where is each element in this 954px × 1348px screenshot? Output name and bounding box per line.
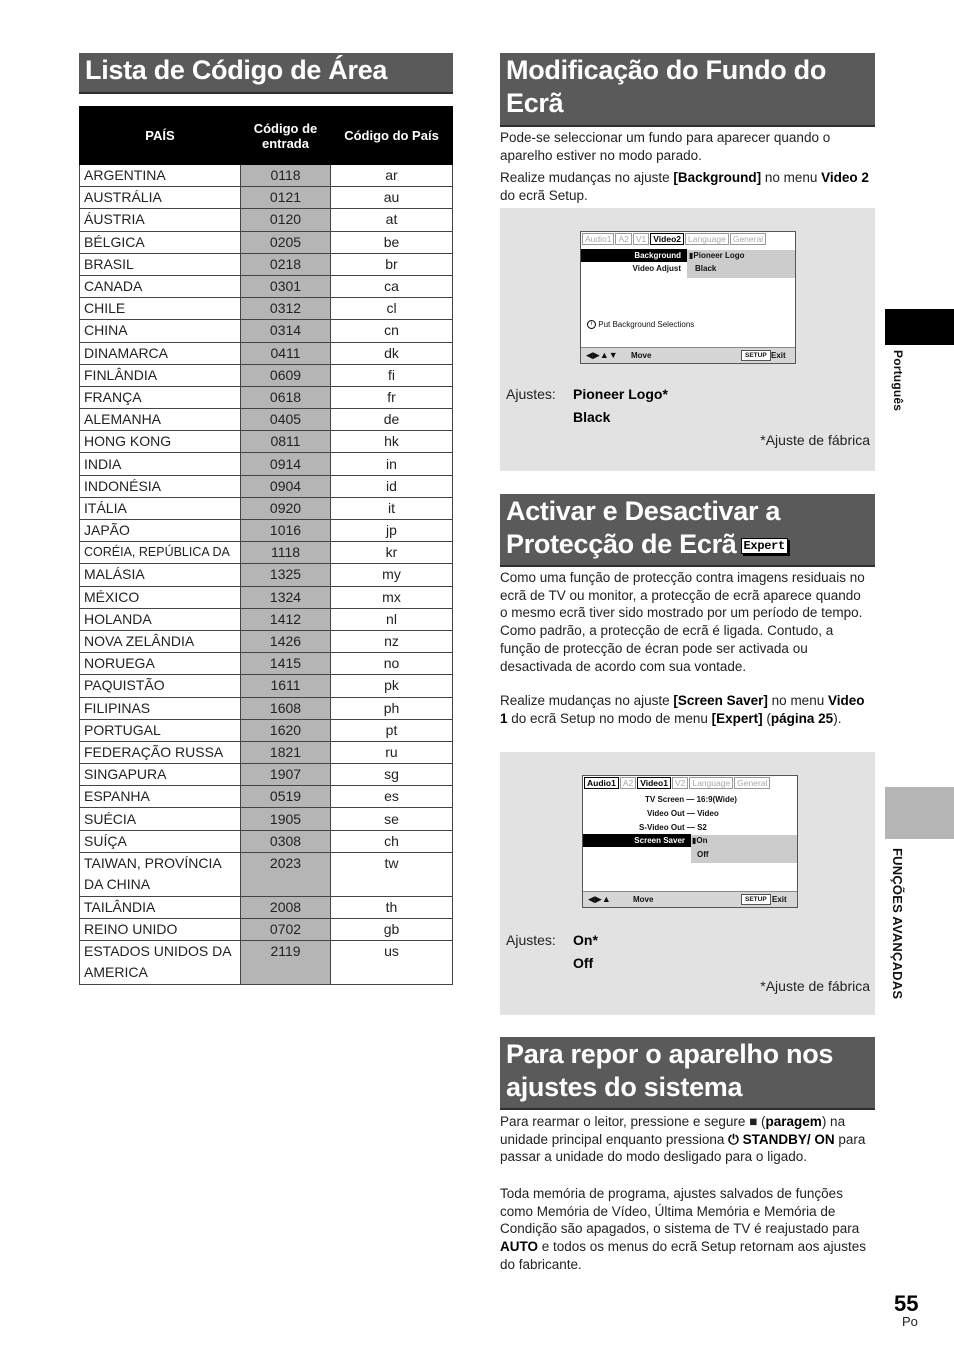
country-cell: BRASIL xyxy=(80,253,241,275)
table-row xyxy=(80,697,453,719)
country-code-cell: id xyxy=(331,475,453,497)
country-code-cell: th xyxy=(331,896,453,918)
input-code-cell: 1907 xyxy=(241,764,331,786)
osd-option-on[interactable]: ▮On xyxy=(692,836,708,845)
country-cell: DINAMARCA xyxy=(80,342,241,364)
osd-menu-background-selected[interactable]: Background xyxy=(581,249,687,262)
reset-paragraph-1: Para rearmar o leitor, pressione e segure ■ (paragem) na unidade principal enquanto pressiona ⏻ STANDBY/ ON para passar a unidade do modo desligado para o ligado. xyxy=(500,1114,866,1165)
area-code-rows xyxy=(80,165,453,985)
input-code-cell: 1611 xyxy=(241,675,331,697)
input-code-cell: 0121 xyxy=(241,187,331,209)
input-code-cell: 0205 xyxy=(241,231,331,253)
country-cell: FEDERAÇÃO RUSSA xyxy=(80,741,241,763)
input-code-cell: 2008 xyxy=(241,896,331,918)
table-row xyxy=(80,808,453,830)
country-code-cell: ru xyxy=(331,741,453,763)
country-cell: TAIWAN, PROVÍNCIA DA CHINA xyxy=(80,852,241,896)
table-row xyxy=(80,896,453,918)
country-cell: HONG KONG xyxy=(80,431,241,453)
osd-tab-video1[interactable]: Video1 xyxy=(637,777,671,789)
country-cell: ÁUSTRIA xyxy=(80,209,241,231)
table-row xyxy=(80,497,453,519)
background-setting-black: Black xyxy=(573,409,611,425)
arrow-keys-icon: ◀▶▲▼ xyxy=(586,350,618,360)
osd-tab-a2[interactable]: A2 xyxy=(615,233,631,245)
table-row xyxy=(80,165,453,187)
input-code-cell: 0312 xyxy=(241,298,331,320)
osd-setup-button[interactable]: SETUP xyxy=(741,894,771,905)
country-cell: JAPÃO xyxy=(80,520,241,542)
country-cell: PAQUISTÃO xyxy=(80,675,241,697)
input-code-cell: 0314 xyxy=(241,320,331,342)
country-code-cell: pk xyxy=(331,675,453,697)
input-code-cell: 1620 xyxy=(241,719,331,741)
country-cell: AUSTRÁLIA xyxy=(80,187,241,209)
table-row xyxy=(80,919,453,941)
table-row xyxy=(80,564,453,586)
expert-badge: Expert xyxy=(741,538,788,554)
country-code-cell: nl xyxy=(331,608,453,630)
osd-info-line: i Put Background Selections xyxy=(587,318,694,331)
country-code-cell: gb xyxy=(331,919,453,941)
table-row xyxy=(80,653,453,675)
country-code-cell: my xyxy=(331,564,453,586)
screen-saver-osd-screen xyxy=(582,775,798,908)
table-row xyxy=(80,364,453,386)
area-code-title: Lista de Código de Área xyxy=(79,53,453,94)
country-code-cell: br xyxy=(331,253,453,275)
table-row xyxy=(80,741,453,763)
input-code-cell: 0301 xyxy=(241,275,331,297)
country-cell: INDIA xyxy=(80,453,241,475)
table-row xyxy=(80,342,453,364)
header-input-code: Código de entrada xyxy=(241,107,331,165)
screen-saver-settings-panel xyxy=(500,752,875,1015)
background-intro: Pode-se seleccionar um fundo para aparecer quando o aparelho estiver no modo parado. xyxy=(500,130,831,163)
country-cell: FRANÇA xyxy=(80,386,241,408)
screen-saver-instructions: Realize mudanças no ajuste [Screen Saver] no menu Video 1 do ecrã Setup no modo de menu [Expert] (página 25). xyxy=(500,693,865,726)
input-code-cell: 2119 xyxy=(241,941,331,985)
screen-saver-settings-label: Ajustes: xyxy=(506,932,556,948)
page-number: 55 xyxy=(894,1291,919,1316)
table-row xyxy=(80,630,453,652)
osd-tab-v2[interactable]: V2 xyxy=(672,777,688,789)
arrow-keys-icon: ◀▶▲ xyxy=(588,894,611,904)
osd-option-black[interactable]: Black xyxy=(695,264,717,273)
osd-tab-audio1[interactable]: Audio1 xyxy=(582,233,614,245)
country-cell: INDONÉSIA xyxy=(80,475,241,497)
country-cell: PORTUGAL xyxy=(80,719,241,741)
osd-exit-label: Exit xyxy=(771,351,786,360)
table-row xyxy=(80,231,453,253)
section-side-tab xyxy=(885,787,954,839)
table-row xyxy=(80,675,453,697)
input-code-cell: 0519 xyxy=(241,786,331,808)
input-code-cell: 1415 xyxy=(241,653,331,675)
osd-row-s-video-out[interactable]: S-Video Out — S2 xyxy=(639,823,707,832)
country-cell: ARGENTINA xyxy=(80,165,241,187)
table-row xyxy=(80,852,453,896)
header-country-code: Código do País xyxy=(331,107,453,165)
country-code-cell: ch xyxy=(331,830,453,852)
input-code-cell: 1016 xyxy=(241,520,331,542)
osd-tab-v1[interactable]: V1 xyxy=(633,233,649,245)
country-code-cell: it xyxy=(331,497,453,519)
osd-option-pioneer-logo[interactable]: ▮Pioneer Logo xyxy=(689,251,745,260)
osd-row-video-out[interactable]: Video Out — Video xyxy=(647,809,719,818)
country-cell: ESTADOS UNIDOS DA AMERICA xyxy=(80,941,241,985)
osd-row-tv-screen[interactable]: TV Screen — 16:9(Wide) xyxy=(645,795,737,804)
country-cell: CANADA xyxy=(80,275,241,297)
country-cell: SINGAPURA xyxy=(80,764,241,786)
reset-section-title: Para repor o aparelho nos ajustes do sistema xyxy=(500,1037,875,1110)
country-cell: BÉLGICA xyxy=(80,231,241,253)
background-settings-panel xyxy=(500,208,875,471)
osd-setup-button[interactable]: SETUP xyxy=(741,350,771,361)
input-code-cell: 0120 xyxy=(241,209,331,231)
country-cell: MÉXICO xyxy=(80,586,241,608)
table-row xyxy=(80,298,453,320)
input-code-cell: 1325 xyxy=(241,564,331,586)
country-cell: NOVA ZELÂNDIA xyxy=(80,630,241,652)
screen-saver-setting-on: On* xyxy=(573,932,598,948)
input-code-cell: 0609 xyxy=(241,364,331,386)
country-cell: CHINA xyxy=(80,320,241,342)
osd-tab-bar xyxy=(582,233,767,245)
country-code-cell: de xyxy=(331,409,453,431)
input-code-cell: 0118 xyxy=(241,165,331,187)
country-cell: NORUEGA xyxy=(80,653,241,675)
table-row xyxy=(80,275,453,297)
country-code-cell: nz xyxy=(331,630,453,652)
background-osd-screen xyxy=(580,231,796,364)
country-cell: ESPANHA xyxy=(80,786,241,808)
country-code-cell: fi xyxy=(331,364,453,386)
area-code-table xyxy=(79,106,453,985)
input-code-cell: 1324 xyxy=(241,586,331,608)
country-code-cell: ca xyxy=(331,275,453,297)
country-cell: CORÉIA, REPÚBLICA DA xyxy=(80,542,241,564)
osd-tab-general[interactable]: General xyxy=(734,777,770,789)
country-code-cell: jp xyxy=(331,520,453,542)
background-section-title: Modificação do Fundo do Ecrã xyxy=(500,53,875,127)
country-cell: SUÉCIA xyxy=(80,808,241,830)
osd-tab-language[interactable]: Language xyxy=(689,777,733,789)
country-code-cell: ph xyxy=(331,697,453,719)
screen-saver-section-title: Activar e Desactivar a Protecção de Ecrã Expert xyxy=(500,494,875,567)
table-row xyxy=(80,542,453,564)
input-code-cell: 1905 xyxy=(241,808,331,830)
country-code-cell: mx xyxy=(331,586,453,608)
background-factory-note: *Ajuste de fábrica xyxy=(760,432,870,448)
background-setting-pioneer-logo: Pioneer Logo* xyxy=(573,386,668,402)
input-code-cell: 0618 xyxy=(241,386,331,408)
country-cell: ITÁLIA xyxy=(80,497,241,519)
country-code-cell: us xyxy=(331,941,453,985)
country-code-cell: au xyxy=(331,187,453,209)
input-code-cell: 1412 xyxy=(241,608,331,630)
osd-tab-bar xyxy=(584,777,771,789)
table-header-row xyxy=(80,107,453,165)
table-row xyxy=(80,520,453,542)
header-country: PAÍS xyxy=(80,107,241,165)
table-row xyxy=(80,253,453,275)
table-row xyxy=(80,830,453,852)
input-code-cell: 1608 xyxy=(241,697,331,719)
input-code-cell: 0308 xyxy=(241,830,331,852)
country-cell: SUÍÇA xyxy=(80,830,241,852)
input-code-cell: 1821 xyxy=(241,741,331,763)
input-code-cell: 0904 xyxy=(241,475,331,497)
country-code-cell: fr xyxy=(331,386,453,408)
info-icon: i xyxy=(587,320,596,329)
country-cell: ALEMANHA xyxy=(80,409,241,431)
country-cell: FINLÂNDIA xyxy=(80,364,241,386)
osd-move-label: Move xyxy=(631,351,652,360)
osd-menu-screen-saver-selected[interactable]: Screen Saver xyxy=(583,834,691,847)
osd-tab-language[interactable]: Language xyxy=(685,233,729,245)
input-code-cell: 2023 xyxy=(241,852,331,896)
input-code-cell: 0702 xyxy=(241,919,331,941)
input-code-cell: 0218 xyxy=(241,253,331,275)
table-row xyxy=(80,409,453,431)
country-code-cell: sg xyxy=(331,764,453,786)
osd-move-label: Move xyxy=(633,895,654,904)
background-settings-label: Ajustes: xyxy=(506,386,556,402)
country-code-cell: in xyxy=(331,453,453,475)
table-row xyxy=(80,431,453,453)
osd-tab-general[interactable]: General xyxy=(730,233,766,245)
input-code-cell: 0914 xyxy=(241,453,331,475)
osd-bottom-bar xyxy=(581,347,795,363)
table-row xyxy=(80,475,453,497)
input-code-cell: 1118 xyxy=(241,542,331,564)
country-code-cell: ar xyxy=(331,165,453,187)
country-cell: HOLANDA xyxy=(80,608,241,630)
country-code-cell: be xyxy=(331,231,453,253)
table-row xyxy=(80,187,453,209)
country-code-cell: at xyxy=(331,209,453,231)
table-row xyxy=(80,209,453,231)
country-code-cell: cn xyxy=(331,320,453,342)
screen-saver-intro: Como uma função de protecção contra imagens residuais no ecrã de TV ou monitor, a protecção de ecrã aparece quando o mesmo ecrã tiver sido mostrado por um período de tempo. Como padrão, a protecção de ecrã é ligada. Contudo, a função de protecção de écran pode ser activada ou desactivada de acordo com sua vontade. xyxy=(500,570,865,674)
screen-saver-factory-note: *Ajuste de fábrica xyxy=(760,978,870,994)
language-side-tab xyxy=(885,309,954,345)
osd-option-off[interactable]: Off xyxy=(697,850,709,859)
table-row xyxy=(80,586,453,608)
page-language-code: Po xyxy=(902,1314,918,1329)
table-row xyxy=(80,320,453,342)
country-code-cell: es xyxy=(331,786,453,808)
input-code-cell: 1426 xyxy=(241,630,331,652)
country-code-cell: tw xyxy=(331,852,453,896)
country-code-cell: cl xyxy=(331,298,453,320)
language-side-label: Português xyxy=(891,350,905,412)
background-instructions: Realize mudanças no ajuste [Background] no menu Video 2 do ecrã Setup. xyxy=(500,170,869,203)
input-code-cell: 0811 xyxy=(241,431,331,453)
osd-bottom-bar xyxy=(583,891,797,907)
country-cell: REINO UNIDO xyxy=(80,919,241,941)
country-cell: TAILÂNDIA xyxy=(80,896,241,918)
osd-tab-a2[interactable]: A2 xyxy=(620,777,636,789)
reset-paragraph-2: Toda memória de programa, ajustes salvados de funções como Memória de Vídeo, Última Memória e Memória de Condição são apagados, o sistema de TV é reajustado para AUTO e todos os menus do ecrã Setup retornam aos ajustes do fabricante. xyxy=(500,1186,866,1272)
country-code-cell: dk xyxy=(331,342,453,364)
country-cell: CHILE xyxy=(80,298,241,320)
input-code-cell: 0920 xyxy=(241,497,331,519)
input-code-cell: 0411 xyxy=(241,342,331,364)
country-code-cell: se xyxy=(331,808,453,830)
table-row xyxy=(80,786,453,808)
table-row xyxy=(80,386,453,408)
country-cell: FILIPINAS xyxy=(80,697,241,719)
table-row xyxy=(80,719,453,741)
country-code-cell: kr xyxy=(331,542,453,564)
table-row xyxy=(80,764,453,786)
table-row xyxy=(80,608,453,630)
osd-tab-audio1[interactable]: Audio1 xyxy=(584,777,619,789)
osd-menu-video-adjust[interactable]: Video Adjust xyxy=(632,264,681,273)
screen-saver-setting-off: Off xyxy=(573,955,594,971)
osd-tab-video2[interactable]: Video2 xyxy=(650,233,684,245)
table-row xyxy=(80,453,453,475)
country-code-cell: no xyxy=(331,653,453,675)
country-code-cell: hk xyxy=(331,431,453,453)
country-code-cell: pt xyxy=(331,719,453,741)
country-cell: MALÁSIA xyxy=(80,564,241,586)
input-code-cell: 0405 xyxy=(241,409,331,431)
table-row xyxy=(80,941,453,985)
osd-exit-label: Exit xyxy=(772,895,787,904)
section-side-label: FUNÇÕES AVANÇADAS xyxy=(890,848,905,1000)
